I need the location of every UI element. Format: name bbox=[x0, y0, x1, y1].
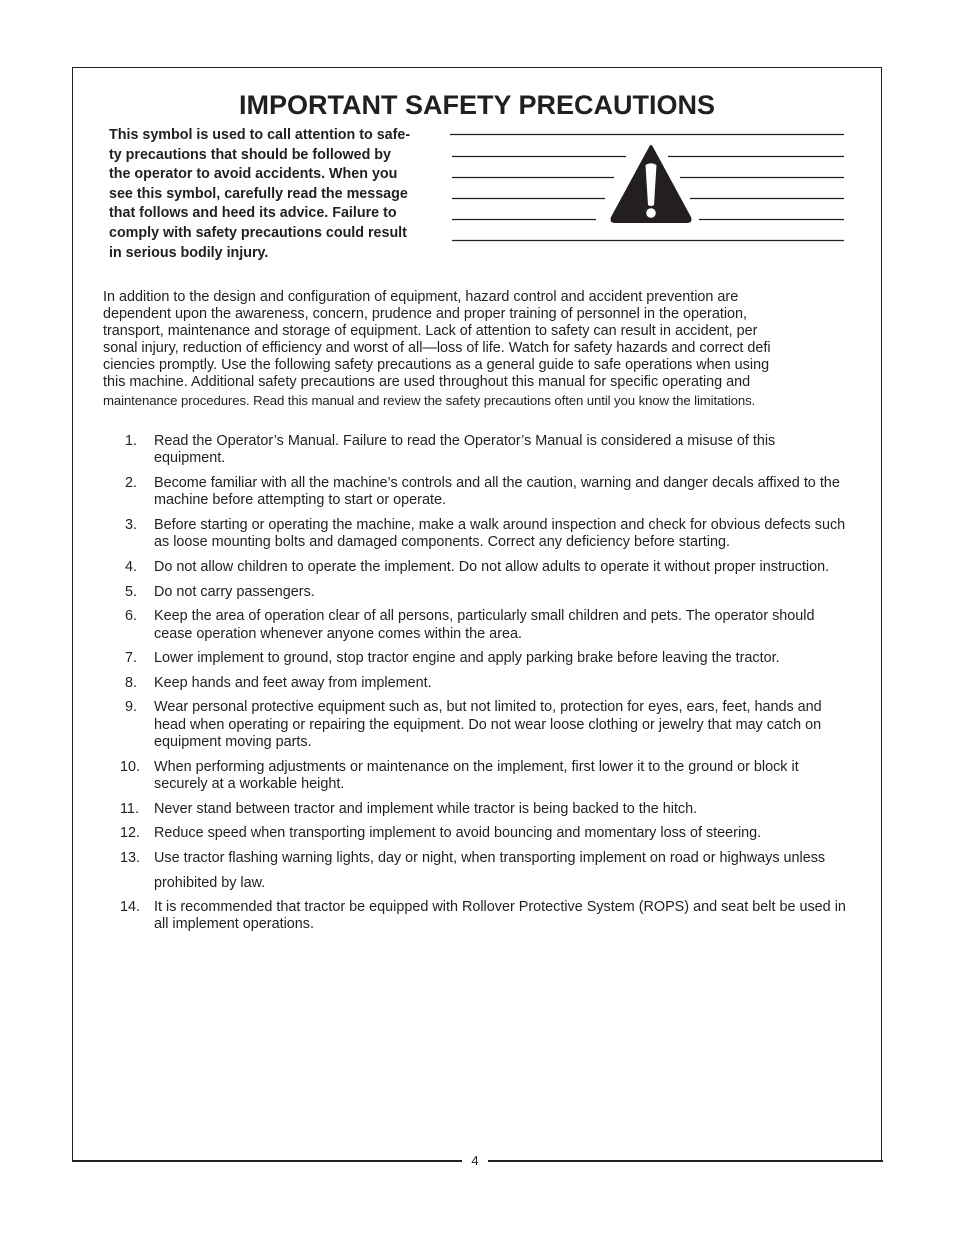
intro-line: In addition to the design and configuration of equipment, hazard control and accident prevention are bbox=[103, 289, 739, 305]
intro-paragraph bbox=[103, 289, 848, 409]
list-item bbox=[103, 699, 848, 751]
list-item-text: Never stand between tractor and implement while tractor is being backed to the hitch. bbox=[154, 800, 698, 817]
list-item-number: 1. bbox=[125, 433, 138, 449]
list-item-text: Keep hands and feet away from implement. bbox=[154, 674, 432, 691]
list-item bbox=[103, 846, 848, 896]
list-item-text: Wear personal protective equipment such as, but not limited to, protection for eyes, ears, feet, hands and head when operating or repairing the equipment. Do not wear loose clothing or jewelry that may catch on equipment moving parts. bbox=[154, 699, 822, 751]
list-item-number: 7. bbox=[125, 650, 138, 667]
list-item-number: 14. bbox=[120, 898, 141, 915]
list-item-number: 6. bbox=[125, 608, 138, 625]
list-item bbox=[103, 475, 848, 510]
list-item bbox=[103, 759, 848, 794]
list-item bbox=[103, 584, 848, 601]
safety-symbol-note bbox=[109, 126, 439, 263]
list-item-number: 3. bbox=[125, 517, 138, 533]
list-item bbox=[103, 825, 848, 842]
list-item-number: 10. bbox=[120, 758, 141, 775]
safety-symbol-note-line: ty precautions that should be followed by bbox=[109, 146, 391, 163]
list-item bbox=[103, 899, 848, 934]
list-item-text: Reduce speed when transporting implement to avoid bouncing and momentary loss of steering. bbox=[154, 825, 762, 842]
list-item bbox=[103, 801, 848, 818]
list-item-number: 11. bbox=[120, 800, 139, 817]
list-item-text: When performing adjustments or maintenance on the implement, first lower it to the ground or block it securely at a workable height. bbox=[154, 758, 799, 793]
list-item-number: 2. bbox=[125, 475, 138, 491]
intro-line: this machine. Additional safety precautions are used throughout this manual for specific operating and bbox=[103, 374, 751, 391]
list-item-text: Become familiar with all the machine’s controls and all the caution, warning and danger decals affixed to the machine before attempting to start or operate. bbox=[154, 475, 840, 509]
list-item-number: 4. bbox=[125, 559, 138, 575]
list-item-text: Keep the area of operation clear of all persons, particularly small children and pets. The operator should cease operation whenever anyone comes within the area. bbox=[154, 608, 815, 642]
list-item-text: Before starting or operating the machine, make a walk around inspection and check for obvious defects such as loose mounting bolts and damaged components. Correct any deficiency before starting. bbox=[154, 517, 846, 551]
list-item-number: 13. bbox=[120, 849, 141, 866]
list-item bbox=[103, 433, 848, 468]
list-item-text: Lower implement to ground, stop tractor engine and apply parking brake before leaving the tractor. bbox=[154, 650, 780, 667]
list-item-text: Do not carry passengers. bbox=[154, 583, 315, 600]
list-item bbox=[103, 517, 848, 552]
list-item-number: 9. bbox=[125, 699, 138, 716]
list-item bbox=[103, 608, 848, 643]
list-item-text: It is recommended that tractor be equipped with Rollover Protective System (ROPS) and seat belt be used in all implement operations. bbox=[154, 898, 846, 933]
safety-symbol-note-line: that follows and heed its advice. Failure to bbox=[109, 205, 397, 222]
footer-rule-left bbox=[72, 1160, 462, 1162]
footer-rule-right bbox=[488, 1160, 883, 1162]
intro-line: transport, maintenance and storage of equipment. Lack of attention to safety can result in accident, per bbox=[103, 323, 758, 340]
list-item-text: Do not allow children to operate the implement. Do not allow adults to operate it without proper instruction. bbox=[154, 559, 830, 575]
safety-alert-graphic bbox=[450, 128, 846, 246]
list-item-number: 12. bbox=[120, 825, 141, 842]
page-number: 4 bbox=[471, 1153, 479, 1168]
intro-line: sonal injury, reduction of efficiency and worst of all—loss of life. Watch for safety hazards and correct defi bbox=[103, 340, 771, 357]
list-item-number: 8. bbox=[125, 674, 138, 691]
precautions-list bbox=[103, 433, 848, 941]
list-item bbox=[103, 559, 848, 576]
intro-line: ciencies promptly. Use the following safety precautions as a general guide to safe operations when using bbox=[103, 357, 770, 374]
list-item bbox=[103, 675, 848, 692]
intro-line: maintenance procedures. Read this manual and review the safety precautions often until you know the limitations. bbox=[103, 392, 756, 408]
safety-symbol-note-line: in serious bodily injury. bbox=[109, 244, 269, 261]
safety-symbol-note-line: the operator to avoid accidents. When you bbox=[109, 166, 398, 183]
intro-line: dependent upon the awareness, concern, prudence and proper training of personnel in the operation, bbox=[103, 306, 748, 323]
safety-symbol-note-line: comply with safety precautions could result bbox=[109, 224, 407, 241]
safety-symbol-note-line: see this symbol, carefully read the message bbox=[109, 185, 408, 202]
safety-symbol-note-line: This symbol is used to call attention to safe- bbox=[109, 127, 411, 143]
list-item bbox=[103, 650, 848, 667]
list-item-number: 5. bbox=[125, 583, 138, 600]
list-item-text: Read the Operator’s Manual. Failure to read the Operator’s Manual is considered a misuse of this equipment. bbox=[154, 433, 776, 467]
page-title: IMPORTANT SAFETY PRECAUTIONS bbox=[238, 90, 716, 120]
list-item-text: Use tractor flashing warning lights, day or night, when transporting implement on road or highways unless prohibited by law. bbox=[154, 849, 826, 891]
